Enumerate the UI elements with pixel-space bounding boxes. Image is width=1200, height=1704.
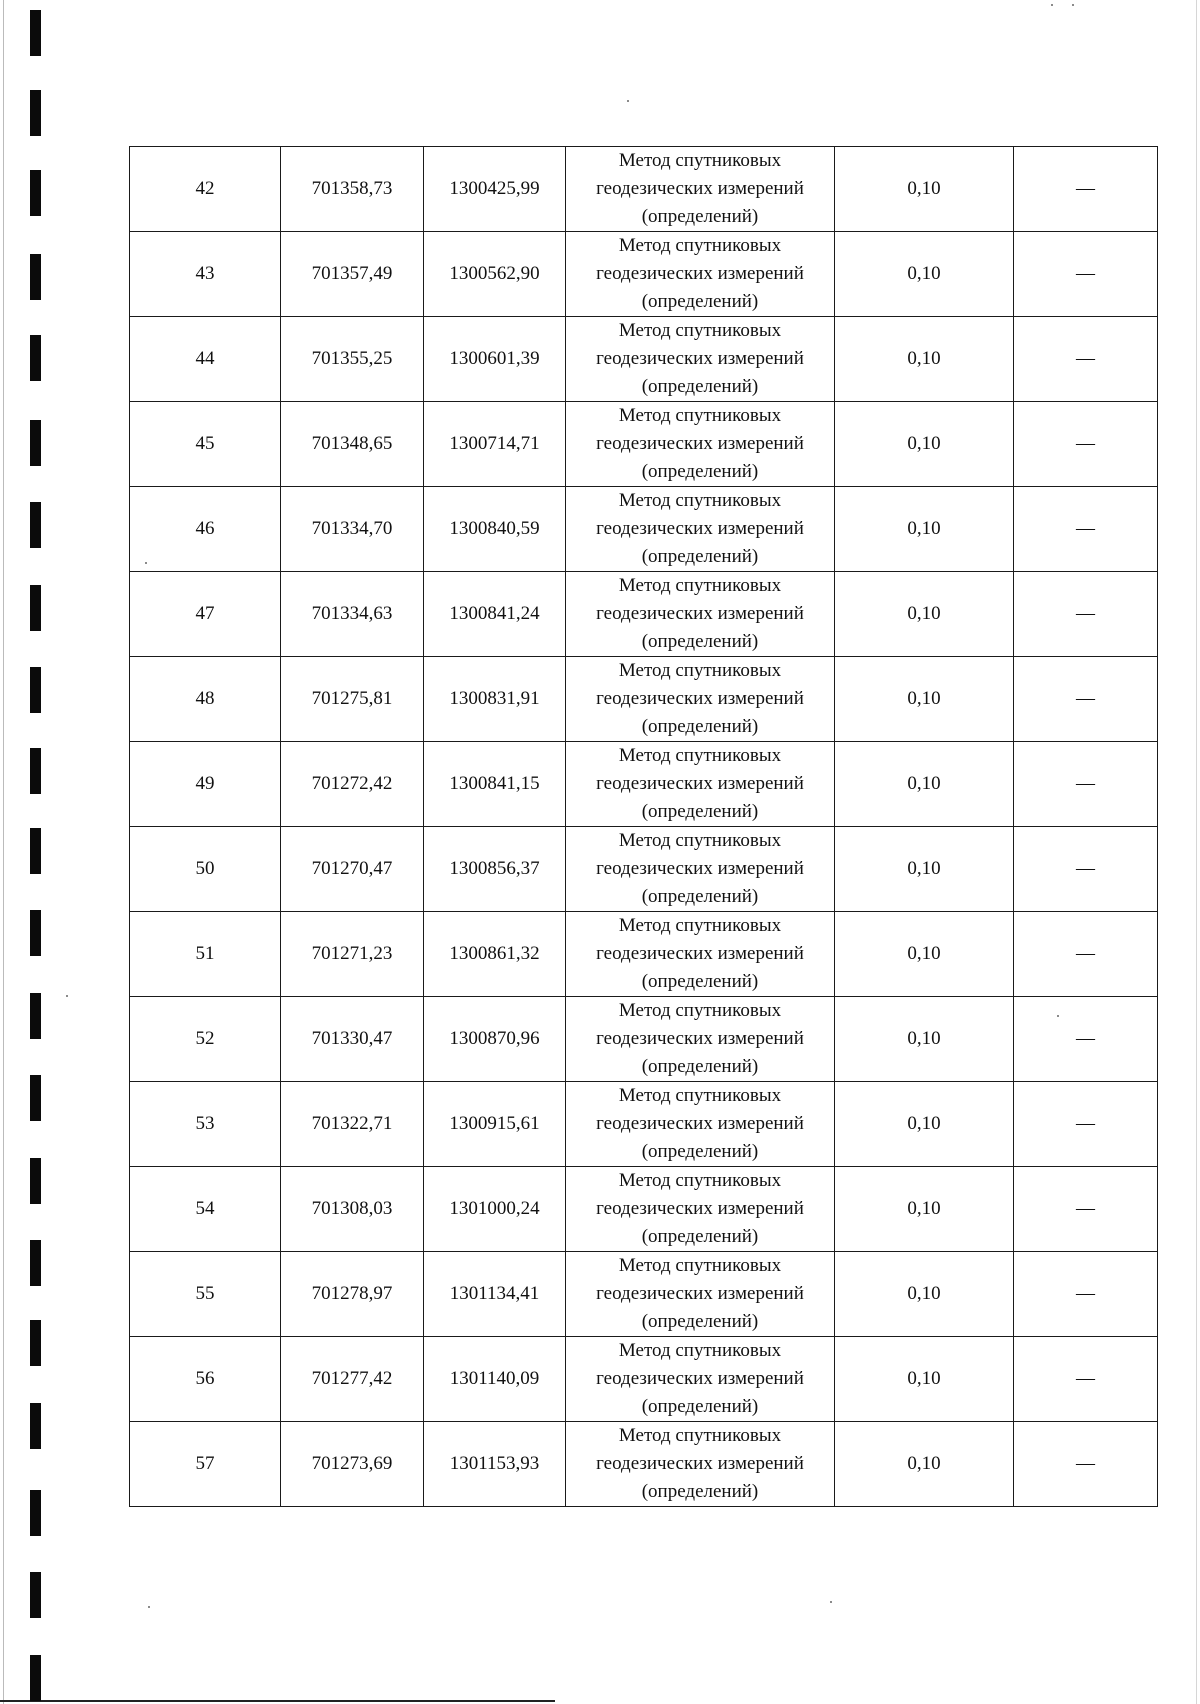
y-coordinate-cell: 1301134,41 (424, 1252, 566, 1337)
method-text-line: Метод спутниковых (618, 150, 782, 171)
dash-mark: — (1076, 263, 1095, 284)
method-text-line: (определений) (641, 1056, 759, 1077)
method-text-line: геодезических измерений (596, 178, 804, 199)
accuracy-cell: 0,10 (835, 487, 1014, 572)
note-cell (1014, 232, 1158, 317)
binding-mark (30, 993, 41, 1039)
method-text-line: Метод спутниковых (618, 575, 782, 596)
dash-mark: — (1076, 943, 1095, 964)
y-coordinate-cell: 1300714,71 (424, 402, 566, 487)
binding-mark (30, 1655, 41, 1701)
accuracy-cell: 0,10 (835, 572, 1014, 657)
method-text-line: Метод спутниковых (618, 830, 782, 851)
x-coordinate-cell: 701277,42 (281, 1337, 424, 1422)
binding-mark (30, 748, 41, 794)
y-coordinate-cell: 1300841,15 (424, 742, 566, 827)
method-text-line: геодезических измерений (596, 1113, 804, 1134)
table-row (130, 1422, 1158, 1507)
note-cell (1014, 1082, 1158, 1167)
x-coordinate-cell: 701273,69 (281, 1422, 424, 1507)
method-text-line: геодезических измерений (596, 603, 804, 624)
dash-mark: — (1076, 1113, 1095, 1134)
note-cell (1014, 1167, 1158, 1252)
method-text-line: (определений) (641, 631, 759, 652)
accuracy-cell: 0,10 (835, 997, 1014, 1082)
method-cell (566, 827, 835, 912)
method-text-line: (определений) (641, 206, 759, 227)
accuracy-cell: 0,10 (835, 912, 1014, 997)
point-number-cell: 51 (130, 912, 281, 997)
x-coordinate-cell: 701358,73 (281, 147, 424, 232)
method-text-line: (определений) (641, 546, 759, 567)
method-cell (566, 1422, 835, 1507)
dash-mark: — (1076, 348, 1095, 369)
table-row (130, 147, 1158, 232)
point-number-cell: 57 (130, 1422, 281, 1507)
binding-mark (30, 90, 41, 136)
x-coordinate-cell: 701357,49 (281, 232, 424, 317)
method-cell (566, 997, 835, 1082)
y-coordinate-cell: 1300425,99 (424, 147, 566, 232)
coordinates-table (129, 146, 1158, 1507)
accuracy-cell: 0,10 (835, 1167, 1014, 1252)
table-row (130, 1252, 1158, 1337)
dash-mark: — (1076, 688, 1095, 709)
method-cell (566, 1167, 835, 1252)
note-cell (1014, 402, 1158, 487)
x-coordinate-cell: 701272,42 (281, 742, 424, 827)
method-cell (566, 317, 835, 402)
method-text-line: (определений) (641, 1396, 759, 1417)
accuracy-cell: 0,10 (835, 1082, 1014, 1167)
y-coordinate-cell: 1300841,24 (424, 572, 566, 657)
note-cell (1014, 997, 1158, 1082)
coordinates-table-body (130, 147, 1158, 1507)
method-cell (566, 232, 835, 317)
point-number-cell: 50 (130, 827, 281, 912)
method-text-line: (определений) (641, 801, 759, 822)
dash-mark: — (1076, 433, 1095, 454)
binding-mark (30, 1320, 41, 1366)
accuracy-cell: 0,10 (835, 147, 1014, 232)
method-cell (566, 147, 835, 232)
accuracy-cell: 0,10 (835, 1422, 1014, 1507)
table-row (130, 317, 1158, 402)
y-coordinate-cell: 1301140,09 (424, 1337, 566, 1422)
method-text-line: (определений) (641, 1481, 759, 1502)
scan-speck (1072, 4, 1074, 6)
method-text-line: Метод спутниковых (618, 745, 782, 766)
dash-mark: — (1076, 1368, 1095, 1389)
method-text-line: геодезических измерений (596, 263, 804, 284)
scan-right-edge (1196, 0, 1197, 1704)
method-text-line: геодезических измерений (596, 1283, 804, 1304)
table-row (130, 1082, 1158, 1167)
method-text-line: (определений) (641, 461, 759, 482)
dash-mark: — (1076, 773, 1095, 794)
note-cell (1014, 742, 1158, 827)
method-text-line: геодезических измерений (596, 1028, 804, 1049)
binding-mark (30, 1158, 41, 1204)
method-text-line: Метод спутниковых (618, 1340, 782, 1361)
y-coordinate-cell: 1300856,37 (424, 827, 566, 912)
point-number-cell: 45 (130, 402, 281, 487)
method-text-line: (определений) (641, 971, 759, 992)
note-cell (1014, 317, 1158, 402)
note-cell (1014, 487, 1158, 572)
table-row (130, 1337, 1158, 1422)
method-text-line: геодезических измерений (596, 1453, 804, 1474)
method-text-line: Метод спутниковых (618, 235, 782, 256)
binding-mark (30, 1075, 41, 1121)
scan-speck (66, 995, 68, 997)
point-number-cell: 53 (130, 1082, 281, 1167)
table-row (130, 997, 1158, 1082)
scan-left-edge (3, 0, 4, 1704)
dash-mark: — (1076, 1453, 1095, 1474)
method-cell (566, 1082, 835, 1167)
method-text-line: (определений) (641, 291, 759, 312)
binding-mark (30, 1240, 41, 1286)
note-cell (1014, 572, 1158, 657)
binding-mark (30, 254, 41, 300)
scan-bottom-edge (0, 1700, 555, 1702)
dash-mark: — (1076, 518, 1095, 539)
point-number-cell: 48 (130, 657, 281, 742)
table-row (130, 1167, 1158, 1252)
point-number-cell: 47 (130, 572, 281, 657)
method-text-line: (определений) (641, 1226, 759, 1247)
point-number-cell: 55 (130, 1252, 281, 1337)
x-coordinate-cell: 701271,23 (281, 912, 424, 997)
point-number-cell: 43 (130, 232, 281, 317)
method-text-line: (определений) (641, 716, 759, 737)
scan-speck (830, 1601, 832, 1603)
method-cell (566, 912, 835, 997)
x-coordinate-cell: 701275,81 (281, 657, 424, 742)
method-text-line: геодезических измерений (596, 1368, 804, 1389)
note-cell (1014, 827, 1158, 912)
method-text-line: геодезических измерений (596, 943, 804, 964)
point-number-cell: 49 (130, 742, 281, 827)
note-cell (1014, 1422, 1158, 1507)
point-number-cell: 42 (130, 147, 281, 232)
method-text-line: геодезических измерений (596, 773, 804, 794)
method-cell (566, 572, 835, 657)
method-text-line: геодезических измерений (596, 348, 804, 369)
accuracy-cell: 0,10 (835, 827, 1014, 912)
note-cell (1014, 1337, 1158, 1422)
method-cell (566, 1252, 835, 1337)
table-row (130, 742, 1158, 827)
method-text-line: геодезических измерений (596, 518, 804, 539)
method-text-line: (определений) (641, 1141, 759, 1162)
accuracy-cell: 0,10 (835, 1337, 1014, 1422)
note-cell (1014, 147, 1158, 232)
accuracy-cell: 0,10 (835, 232, 1014, 317)
method-text-line: геодезических измерений (596, 688, 804, 709)
table-row (130, 827, 1158, 912)
method-text-line: (определений) (641, 1311, 759, 1332)
point-number-cell: 44 (130, 317, 281, 402)
accuracy-cell: 0,10 (835, 742, 1014, 827)
binding-mark (30, 828, 41, 874)
method-text-line: Метод спутниковых (618, 915, 782, 936)
binding-mark (30, 335, 41, 381)
dash-mark: — (1076, 1198, 1095, 1219)
method-cell (566, 402, 835, 487)
note-cell (1014, 912, 1158, 997)
y-coordinate-cell: 1301153,93 (424, 1422, 566, 1507)
method-text-line: Метод спутниковых (618, 405, 782, 426)
binding-mark (30, 585, 41, 631)
method-text-line: Метод спутниковых (618, 1170, 782, 1191)
binding-mark (30, 1403, 41, 1449)
dash-mark: — (1076, 603, 1095, 624)
method-text-line: Метод спутниковых (618, 660, 782, 681)
note-cell (1014, 1252, 1158, 1337)
method-text-line: Метод спутниковых (618, 490, 782, 511)
y-coordinate-cell: 1300601,39 (424, 317, 566, 402)
method-text-line: Метод спутниковых (618, 320, 782, 341)
y-coordinate-cell: 1300915,61 (424, 1082, 566, 1167)
dash-mark: — (1076, 1028, 1095, 1049)
x-coordinate-cell: 701278,97 (281, 1252, 424, 1337)
method-cell (566, 1337, 835, 1422)
accuracy-cell: 0,10 (835, 317, 1014, 402)
table-row (130, 912, 1158, 997)
binding-mark (30, 170, 41, 216)
point-number-cell: 54 (130, 1167, 281, 1252)
point-number-cell: 52 (130, 997, 281, 1082)
y-coordinate-cell: 1300840,59 (424, 487, 566, 572)
binding-mark (30, 1490, 41, 1536)
table-row (130, 487, 1158, 572)
method-text-line: Метод спутниковых (618, 1000, 782, 1021)
table-row (130, 657, 1158, 742)
table-row (130, 402, 1158, 487)
x-coordinate-cell: 701308,03 (281, 1167, 424, 1252)
method-cell (566, 742, 835, 827)
method-text-line: геодезических измерений (596, 1198, 804, 1219)
method-text-line: (определений) (641, 886, 759, 907)
binding-mark (30, 667, 41, 713)
binding-mark (30, 502, 41, 548)
method-text-line: Метод спутниковых (618, 1255, 782, 1276)
y-coordinate-cell: 1301000,24 (424, 1167, 566, 1252)
table-row (130, 572, 1158, 657)
method-text-line: (определений) (641, 376, 759, 397)
y-coordinate-cell: 1300831,91 (424, 657, 566, 742)
dash-mark: — (1076, 858, 1095, 879)
x-coordinate-cell: 701355,25 (281, 317, 424, 402)
method-text-line: Метод спутниковых (618, 1425, 782, 1446)
accuracy-cell: 0,10 (835, 402, 1014, 487)
method-text-line: геодезических измерений (596, 858, 804, 879)
x-coordinate-cell: 701322,71 (281, 1082, 424, 1167)
y-coordinate-cell: 1300861,32 (424, 912, 566, 997)
binding-mark (30, 10, 41, 56)
method-text-line: Метод спутниковых (618, 1085, 782, 1106)
binding-mark (30, 910, 41, 956)
binding-mark (30, 420, 41, 466)
method-cell (566, 657, 835, 742)
point-number-cell: 56 (130, 1337, 281, 1422)
binding-mark (30, 1572, 41, 1618)
accuracy-cell: 0,10 (835, 1252, 1014, 1337)
method-cell (566, 487, 835, 572)
x-coordinate-cell: 701334,63 (281, 572, 424, 657)
y-coordinate-cell: 1300562,90 (424, 232, 566, 317)
table-row (130, 232, 1158, 317)
y-coordinate-cell: 1300870,96 (424, 997, 566, 1082)
x-coordinate-cell: 701270,47 (281, 827, 424, 912)
method-text-line: геодезических измерений (596, 433, 804, 454)
dash-mark: — (1076, 178, 1095, 199)
scan-speck (627, 100, 629, 102)
x-coordinate-cell: 701348,65 (281, 402, 424, 487)
x-coordinate-cell: 701334,70 (281, 487, 424, 572)
x-coordinate-cell: 701330,47 (281, 997, 424, 1082)
dash-mark: — (1076, 1283, 1095, 1304)
note-cell (1014, 657, 1158, 742)
accuracy-cell: 0,10 (835, 657, 1014, 742)
point-number-cell: 46 (130, 487, 281, 572)
scan-speck (1051, 4, 1053, 6)
scan-speck (148, 1606, 150, 1608)
